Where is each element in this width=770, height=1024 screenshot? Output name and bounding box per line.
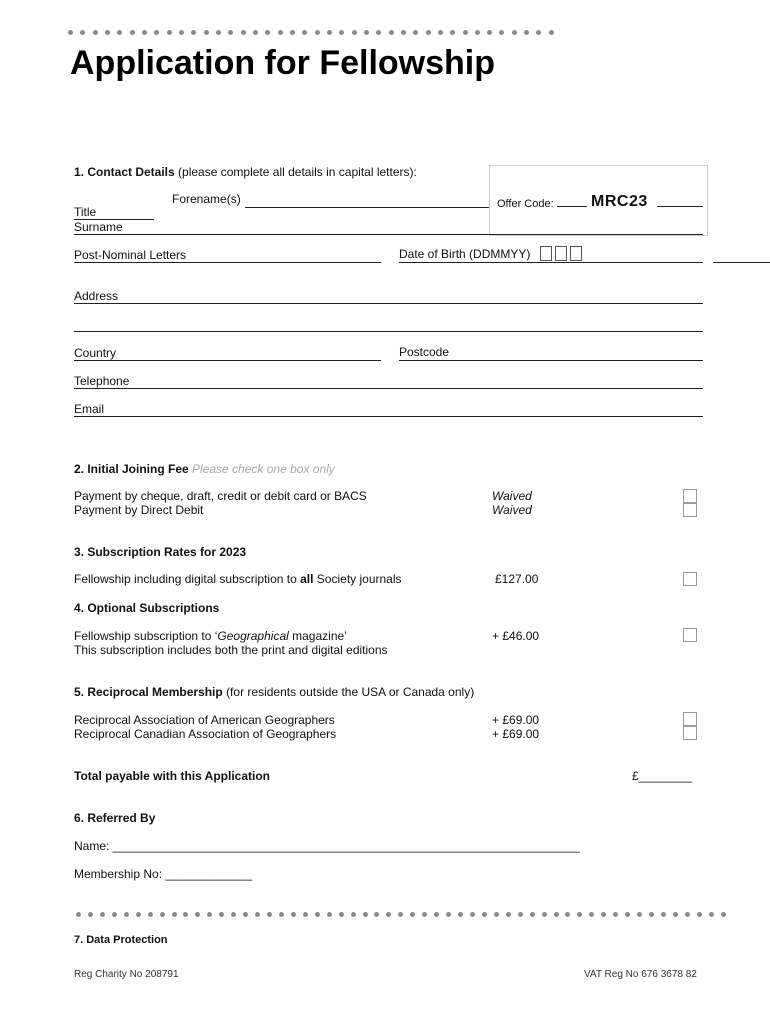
telephone-field[interactable]	[74, 388, 703, 389]
address-label: Address	[74, 289, 119, 303]
dot-ornament	[413, 30, 418, 35]
optional-price: + £46.00	[492, 629, 540, 643]
offer-code-value: MRC23	[591, 193, 648, 210]
dot-ornament	[661, 912, 666, 917]
dot-ornament	[228, 30, 233, 35]
dot-ornament	[278, 30, 283, 35]
dot-ornament	[589, 912, 594, 917]
offer-code-line-left	[557, 206, 587, 207]
dot-ornament	[542, 912, 547, 917]
joining-hint: Please check one box only	[192, 462, 335, 476]
subscription-row-pre: Fellowship including digital subscription to	[74, 572, 301, 586]
postnominal-label: Post-Nominal Letters	[74, 248, 187, 262]
forename-field[interactable]	[245, 207, 489, 208]
dot-ornament	[463, 30, 468, 35]
dot-ornament	[506, 912, 511, 917]
dot-ornament	[253, 30, 258, 35]
dot-ornament	[518, 912, 523, 917]
joining-option-price: Waived	[492, 489, 532, 503]
optional-line-1-pre: Fellowship subscription to ‘	[74, 629, 218, 643]
dot-ornament	[327, 30, 332, 35]
bottom-dotted-rule	[76, 911, 726, 917]
dot-ornament	[136, 912, 141, 917]
dot-ornament	[475, 30, 480, 35]
dot-ornament	[470, 912, 475, 917]
dot-ornament	[601, 912, 606, 917]
dob-box-2[interactable]	[555, 246, 567, 261]
dot-ornament	[482, 912, 487, 917]
dot-ornament	[374, 912, 379, 917]
dot-ornament	[721, 912, 726, 917]
dot-ornament	[216, 30, 221, 35]
referred-name-field[interactable]: Name: ______________________________________________________________________	[74, 839, 580, 853]
dot-ornament	[303, 912, 308, 917]
joining-option-checkbox[interactable]	[683, 489, 697, 503]
dot-ornament	[207, 912, 212, 917]
dot-ornament	[386, 912, 391, 917]
dot-ornament	[363, 912, 368, 917]
dot-ornament	[154, 30, 159, 35]
dot-ornament	[130, 30, 135, 35]
dot-ornament	[422, 912, 427, 917]
dot-ornament	[315, 912, 320, 917]
dot-ornament	[577, 912, 582, 917]
joining-heading: 2. Initial Joining Fee	[74, 462, 189, 476]
total-label: Total payable with this Application	[74, 769, 271, 783]
dot-ornament	[241, 30, 246, 35]
email-label: Email	[74, 402, 105, 416]
dob-field-line	[399, 262, 703, 263]
dot-ornament	[327, 912, 332, 917]
subscription-row	[74, 572, 402, 586]
dot-ornament	[112, 912, 117, 917]
dot-ornament	[88, 912, 93, 917]
optional-line-1-italic: Geographical	[217, 629, 289, 643]
dot-ornament	[124, 912, 129, 917]
reciprocal-note: (for residents outside the USA or Canada only)	[226, 685, 475, 699]
dot-ornament	[352, 30, 357, 35]
dot-ornament	[339, 30, 344, 35]
dot-ornament	[142, 30, 147, 35]
reciprocal-option-checkbox[interactable]	[683, 726, 697, 740]
dot-ornament	[364, 30, 369, 35]
dot-ornament	[290, 30, 295, 35]
dot-ornament	[524, 30, 529, 35]
subscription-heading: 3. Subscription Rates for 2023	[74, 545, 247, 559]
postcode-label: Postcode	[399, 345, 450, 359]
dob-label: Date of Birth (DDMMYY)	[399, 247, 531, 261]
postnominal-field[interactable]	[74, 262, 381, 263]
dot-ornament	[512, 30, 517, 35]
dot-ornament	[279, 912, 284, 917]
contact-note: (please complete all details in capital letters):	[178, 165, 417, 179]
dot-ornament	[302, 30, 307, 35]
dot-ornament	[709, 912, 714, 917]
offer-code-label: Offer Code:	[497, 198, 554, 210]
reciprocal-heading: 5. Reciprocal Membership	[74, 685, 223, 699]
dot-ornament	[434, 912, 439, 917]
dot-ornament	[410, 912, 415, 917]
optional-line-1-post: magazine’	[288, 629, 347, 643]
dot-ornament	[438, 30, 443, 35]
dot-ornament	[93, 30, 98, 35]
dot-ornament	[291, 912, 296, 917]
reciprocal-option-label: Reciprocal Association of American Geographers	[74, 713, 335, 727]
joining-option-label: Payment by Direct Debit	[74, 503, 204, 517]
email-field[interactable]	[74, 416, 703, 417]
contact-heading: 1. Contact Details	[74, 165, 175, 179]
dot-ornament	[401, 30, 406, 35]
dot-ornament	[625, 912, 630, 917]
dot-ornament	[195, 912, 200, 917]
dot-ornament	[613, 912, 618, 917]
surname-field[interactable]	[74, 234, 703, 235]
joining-option-price: Waived	[492, 503, 532, 517]
dot-ornament	[637, 912, 642, 917]
dot-ornament	[231, 912, 236, 917]
overflow-line	[713, 262, 770, 263]
referred-heading: 6. Referred By	[74, 811, 156, 825]
data-protection-heading: 7. Data Protection	[74, 934, 168, 946]
referred-membership-field[interactable]: Membership No: _____________	[74, 867, 253, 881]
dot-ornament	[673, 912, 678, 917]
dot-ornament	[172, 912, 177, 917]
dot-ornament	[536, 30, 541, 35]
surname-label: Surname	[74, 220, 123, 234]
dot-ornament	[351, 912, 356, 917]
dot-ornament	[389, 30, 394, 35]
dot-ornament	[450, 30, 455, 35]
footer-charity: Reg Charity No 208791	[74, 969, 179, 980]
dot-ornament	[117, 30, 122, 35]
address-field-2[interactable]	[74, 331, 703, 332]
joining-heading-row	[74, 462, 335, 476]
dot-ornament	[398, 912, 403, 917]
optional-line-1	[74, 629, 347, 643]
reciprocal-option-price: + £69.00	[492, 727, 540, 741]
dot-ornament	[219, 912, 224, 917]
dot-ornament	[376, 30, 381, 35]
dot-ornament	[697, 912, 702, 917]
optional-checkbox[interactable]	[683, 628, 697, 642]
dot-ornament	[68, 30, 73, 35]
dot-ornament	[315, 30, 320, 35]
subscription-row-post: Society journals	[313, 572, 402, 586]
optional-heading: 4. Optional Subscriptions	[74, 601, 220, 615]
dot-ornament	[649, 912, 654, 917]
address-field-1[interactable]	[74, 303, 703, 304]
contact-heading-row	[74, 165, 417, 179]
dot-ornament	[458, 912, 463, 917]
dob-box-1[interactable]	[540, 246, 552, 261]
dot-ornament	[530, 912, 535, 917]
dob-box-3[interactable]	[570, 246, 582, 261]
total-value[interactable]: £________	[632, 769, 693, 783]
dot-ornament	[554, 912, 559, 917]
optional-line-2: This subscription includes both the print and digital editions	[74, 643, 388, 657]
dot-ornament	[243, 912, 248, 917]
joining-option-checkbox[interactable]	[683, 503, 697, 517]
subscription-row-bold: all	[300, 572, 314, 586]
top-dotted-rule	[68, 29, 554, 35]
dot-ornament	[179, 30, 184, 35]
telephone-label: Telephone	[74, 374, 130, 388]
dot-ornament	[426, 30, 431, 35]
dot-ornament	[265, 30, 270, 35]
footer-vat: VAT Reg No 676 3678 82	[584, 969, 697, 980]
dot-ornament	[446, 912, 451, 917]
dot-ornament	[267, 912, 272, 917]
dot-ornament	[565, 912, 570, 917]
dot-ornament	[105, 30, 110, 35]
reciprocal-heading-row	[74, 685, 474, 699]
dot-ornament	[80, 30, 85, 35]
dot-ornament	[167, 30, 172, 35]
reciprocal-option-price: + £69.00	[492, 713, 540, 727]
dot-ornament	[76, 912, 81, 917]
offer-code-line-right	[657, 206, 703, 207]
postcode-field[interactable]	[399, 360, 703, 361]
dot-ornament	[339, 912, 344, 917]
reciprocal-option-label: Reciprocal Canadian Association of Geographers	[74, 727, 337, 741]
country-label: Country	[74, 346, 117, 360]
dot-ornament	[685, 912, 690, 917]
forename-label: Forename(s)	[172, 192, 241, 206]
dot-ornament	[487, 30, 492, 35]
joining-option-label: Payment by cheque, draft, credit or debit card or BACS	[74, 489, 367, 503]
country-field[interactable]	[74, 360, 381, 361]
dot-ornament	[191, 30, 196, 35]
dot-ornament	[549, 30, 554, 35]
dot-ornament	[494, 912, 499, 917]
dot-ornament	[100, 912, 105, 917]
dot-ornament	[204, 30, 209, 35]
subscription-price: £127.00	[495, 572, 539, 586]
dot-ornament	[499, 30, 504, 35]
reciprocal-option-checkbox[interactable]	[683, 712, 697, 726]
dot-ornament	[183, 912, 188, 917]
dot-ornament	[148, 912, 153, 917]
page-title: Application for Fellowship	[70, 44, 495, 82]
subscription-checkbox[interactable]	[683, 572, 697, 586]
dot-ornament	[255, 912, 260, 917]
dot-ornament	[160, 912, 165, 917]
title-label: Title	[74, 205, 97, 219]
